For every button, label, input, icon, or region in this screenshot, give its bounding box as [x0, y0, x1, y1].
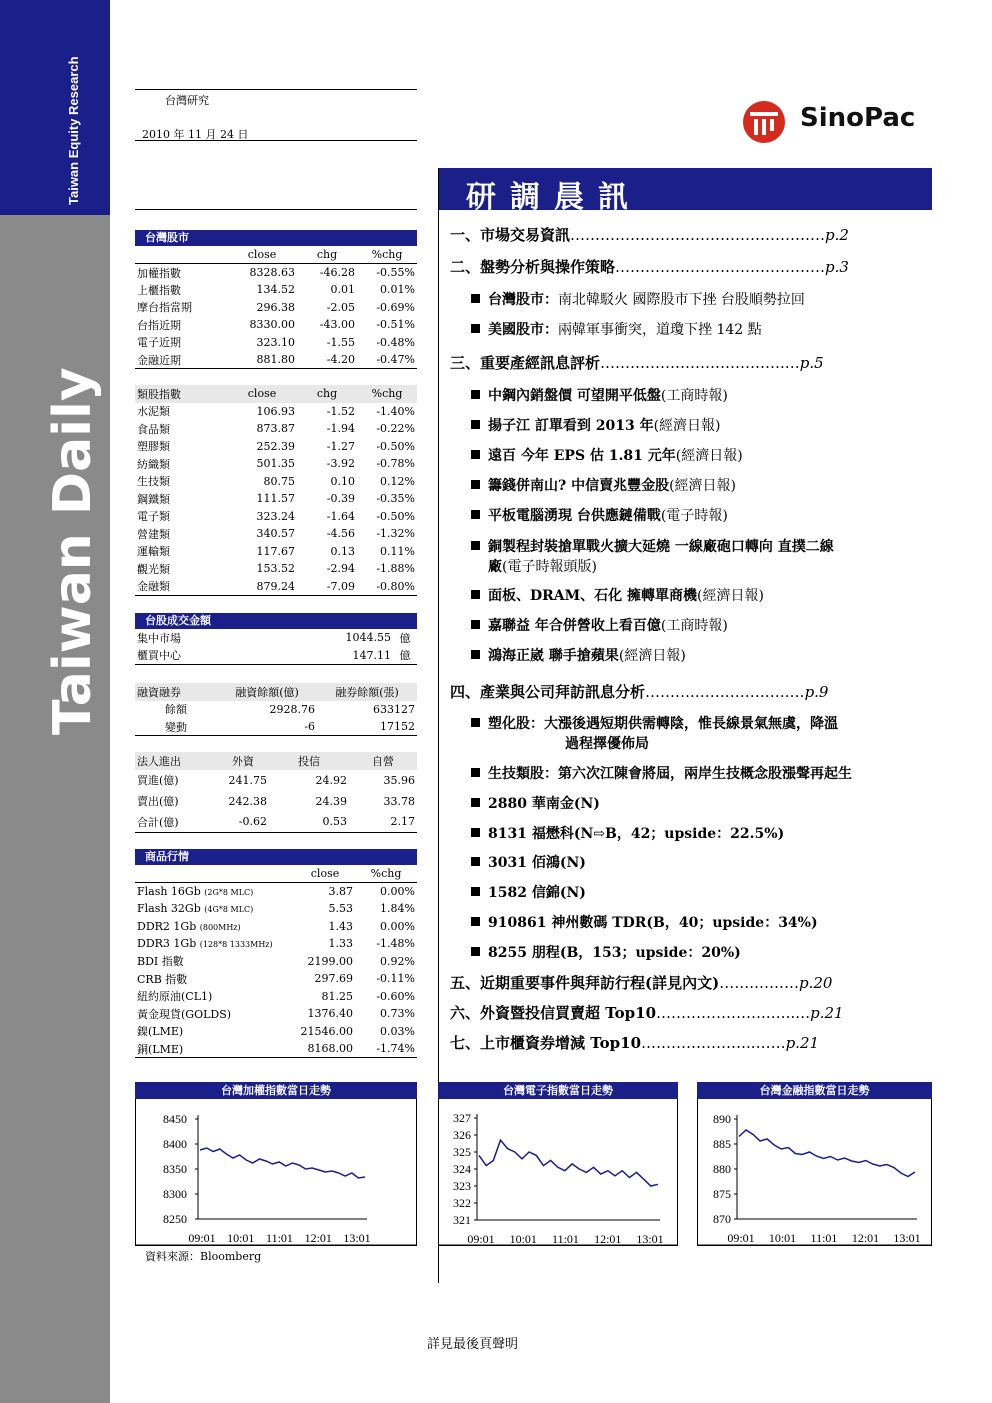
sector-section: [135, 385, 417, 596]
report-date: 2010 年 11 月 24 日: [142, 128, 249, 141]
table-row: Flash 16Gb (2G*8 MLC) 3.87 0.00%: [137, 885, 415, 898]
y-tick-label: 890: [713, 1112, 731, 1126]
y-tick-label: 880: [713, 1162, 731, 1176]
table-row: 台指近期 8330.00 -43.00 -0.51%: [137, 318, 415, 332]
y-tick-label: 325: [453, 1145, 471, 1159]
y-tick-label: 323: [453, 1179, 471, 1193]
bullet-square-icon: [471, 590, 480, 599]
bullet-square-icon: [471, 620, 480, 629]
report-title: 研調晨訊: [466, 180, 642, 215]
table-row: 紡織類 501.35 -3.92 -0.78%: [137, 457, 415, 471]
toc-item[interactable]: 910861 神州數碼 TDR(B，40；upside：34%): [471, 912, 818, 932]
market-table: [135, 246, 417, 369]
y-tick-label: 8400: [163, 1137, 187, 1151]
table-row: 運輸類 117.67 0.13 0.11%: [137, 544, 415, 559]
col-header: close: [247, 248, 277, 261]
bullet-square-icon: [471, 947, 480, 956]
y-tick-label: 8300: [163, 1187, 187, 1201]
table-row: 餘額 2928.76 633127: [165, 702, 415, 717]
electronics-intraday-chart: [438, 1100, 678, 1246]
table-row: 金融近期 881.80 -4.20 -0.47%: [137, 353, 415, 367]
x-tick-label: 13:01: [343, 1231, 371, 1245]
y-tick-label: 322: [453, 1196, 471, 1210]
toc-section-3[interactable]: 三、重要產經訊息評析……………………………….…p.5: [450, 354, 824, 372]
header-label: 台灣研究: [165, 94, 209, 107]
y-tick-label: 870: [713, 1212, 731, 1226]
y-tick-label: 8350: [163, 1162, 187, 1176]
table-header-row: 類股指數 close chg %chg: [135, 385, 417, 403]
table-row: 變動 -6 17152: [135, 718, 417, 736]
turnover-table: [135, 629, 417, 665]
table-row: 食品類 873.87 -1.94 -0.22%: [137, 422, 415, 436]
toc-section-2[interactable]: 二、盤勢分析與操作策略……………………………………p.3: [450, 258, 849, 276]
x-tick-label: 10:01: [509, 1232, 537, 1246]
table-header-row: close %chg: [135, 865, 417, 883]
institutional-section: [135, 752, 417, 833]
table-header-row: 法人進出 外資 投信 自營: [135, 752, 417, 770]
bullet-square-icon: [471, 510, 480, 519]
table-row: 生技類 80.75 0.10 0.12%: [137, 474, 415, 489]
table-header-row: 融資融券 融資餘額(億) 融券餘額(張): [135, 683, 417, 701]
x-tick-label: 09:01: [467, 1232, 495, 1246]
toc-item-continuation: 廠(電子時報頭版): [488, 559, 597, 575]
table-row: Flash 32Gb (4G*8 MLC) 5.53 1.84%: [137, 902, 415, 916]
sidebar-daily-label: Taiwan Daily: [43, 367, 103, 735]
table-row: 紐約原油(CL1) 81.25 -0.60%: [137, 989, 415, 1004]
y-tick-label: 324: [453, 1162, 471, 1176]
x-tick-label: 12:01: [304, 1231, 332, 1245]
toc-item[interactable]: 平板電腦湧現 台供應鏈備戰(電子時報): [471, 505, 728, 525]
bullet-square-icon: [471, 420, 480, 429]
table-row: 集中市場 1044.55 億: [137, 631, 411, 645]
bullet-square-icon: [471, 768, 480, 777]
turnover-section: [135, 613, 417, 665]
toc-item[interactable]: 8255 朋程(B，153；upside：20%): [471, 942, 741, 962]
bullet-square-icon: [471, 541, 480, 550]
y-tick-label: 875: [713, 1187, 731, 1201]
toc-item[interactable]: 2880 華南金(N): [471, 793, 600, 813]
table-row: 金融類 879.24 -7.09 -0.80%: [137, 579, 415, 593]
table-row: 加權指數 8328.63 -46.28 -0.55%: [137, 266, 415, 280]
header-rule: [135, 89, 417, 90]
toc-section-7[interactable]: 七、上市櫃資券增減 Top10…………………..……p.21: [450, 1034, 820, 1052]
chart-title: 台灣金融指數當日走勢: [697, 1082, 932, 1099]
col-header: chg: [316, 248, 338, 261]
toc-item[interactable]: 3031 佰鴻(N): [471, 852, 586, 872]
toc-item[interactable]: 遠百 今年 EPS 估 1.81 元年(經濟日報): [471, 445, 743, 465]
x-tick-label: 11:01: [552, 1232, 579, 1246]
toc-item[interactable]: 生技類股：第六次江陳會將屆，兩岸生技概念股漲聲再起生: [471, 763, 852, 783]
toc-item[interactable]: 台灣股市：南北韓駁火 國際股市下挫 台股順勢拉回: [471, 289, 805, 309]
disclaimer-note: 詳見最後頁聲明: [427, 1337, 519, 1352]
chart-title: 台灣電子指數當日走勢: [438, 1082, 678, 1099]
sidebar-research-label: Taiwan Equity Research: [66, 56, 81, 205]
x-tick-label: 11:01: [810, 1231, 838, 1245]
institutional-table: [135, 752, 417, 833]
table-row: 銅(LME) 8168.00 -1.74%: [137, 1042, 415, 1056]
table-row: 營建類 340.57 -4.56 -1.32%: [137, 527, 415, 541]
x-tick-label: 10:01: [768, 1231, 797, 1245]
commodity-section: [135, 849, 417, 1058]
toc-item[interactable]: 籌錢併南山? 中信賣兆豐金股(經濟日報): [471, 475, 736, 495]
col-header: %chg: [371, 248, 403, 261]
table-row: 鋼鐵類 111.57 -0.39 -0.35%: [137, 492, 415, 506]
table-row: 賣出(億) 242.38 24.39 33.78: [137, 794, 415, 808]
table-row: 黃金現貨(GOLDS) 1376.40 0.73%: [137, 1007, 415, 1021]
x-tick-label: 12:01: [851, 1231, 880, 1245]
table-row: 水泥類 106.93 -1.52 -1.40%: [137, 404, 415, 419]
series-line: [479, 1140, 658, 1186]
y-tick-label: 8250: [163, 1212, 187, 1226]
table-row: 鎳(LME) 21546.00 0.03%: [137, 1024, 415, 1039]
finance-intraday-chart: [697, 1100, 932, 1246]
bullet-square-icon: [471, 857, 480, 866]
toc-item[interactable]: 塑化股：大漲後遇短期供需轉陰，惟長線景氣無虞，降溫: [471, 713, 838, 733]
chart-title: 台灣加權指數當日走勢: [135, 1082, 417, 1099]
x-tick-label: 09:01: [727, 1231, 755, 1245]
bullet-square-icon: [471, 798, 480, 807]
x-tick-label: 09:01: [188, 1231, 216, 1245]
toc-section-1[interactable]: 一、市場交易資訊……………………………………………p.2: [450, 226, 849, 244]
toc-item[interactable]: 8131 福懋科(N⇨B，42；upside：22.5%): [471, 823, 784, 843]
data-source-note: 資料來源：Bloomberg: [145, 1250, 262, 1263]
sector-table: [135, 385, 417, 596]
table-row: 電子近期 323.10 -1.55 -0.48%: [137, 335, 415, 350]
brand-name: SinoPac: [800, 103, 916, 133]
table-row: 上櫃指數 134.52 0.01 0.01%: [137, 283, 415, 297]
toc-item[interactable]: 鴻海正崴 聯手搶蘋果(經濟日報): [471, 645, 686, 665]
bullet-square-icon: [471, 828, 480, 837]
toc-item[interactable]: 嘉聯益 年合併營收上看百億(工商時報): [471, 615, 728, 635]
toc-item[interactable]: 銅製程封裝搶單戰火擴大延燒 一線廠砲口轉向 直撲二線: [471, 536, 834, 556]
bullet-square-icon: [471, 294, 480, 303]
y-tick-label: 326: [453, 1128, 471, 1142]
x-tick-label: 12:01: [594, 1232, 622, 1246]
bullet-square-icon: [471, 450, 480, 459]
table-row: DDR2 1Gb (800MHz) 1.43 0.00%: [137, 919, 415, 933]
bullet-square-icon: [471, 480, 480, 489]
commodity-table: [135, 865, 417, 1058]
y-tick-label: 8450: [163, 1112, 187, 1126]
market-title: 台灣股市: [135, 230, 417, 246]
table-row: 合計(億) -0.62 0.53 2.17: [135, 812, 417, 833]
x-tick-label: 13:01: [636, 1232, 664, 1246]
x-tick-label: 11:01: [266, 1231, 293, 1245]
sidebar-top-band: [0, 0, 110, 215]
y-tick-label: 321: [453, 1213, 471, 1227]
table-row: 塑膠類 252.39 -1.27 -0.50%: [137, 439, 415, 454]
toc-item[interactable]: 美國股市：兩韓軍事衝突，道瓊下挫 142 點: [471, 319, 762, 339]
toc-item-continuation: 過程擇優佈局: [565, 736, 649, 752]
toc-item[interactable]: 中鋼內銷盤價 可望開平低盤(工商時報): [471, 385, 728, 405]
table-row: 摩台指當期 296.38 -2.05 -0.69%: [137, 300, 415, 315]
toc-section-5[interactable]: 五、近期重要事件與拜訪行程(詳見內文)…….………p.20: [450, 974, 833, 992]
table-row: 觀光類 153.52 -2.94 -1.88%: [137, 562, 415, 576]
bullet-square-icon: [471, 390, 480, 399]
toc-item[interactable]: 面板、DRAM、石化 擁轉單商機(經濟日報): [471, 585, 764, 605]
turnover-title: 台股成交金額: [135, 613, 417, 629]
toc-section-6[interactable]: 六、外資暨投信買賣超 Top10…………………..…..…p.21: [450, 1004, 844, 1022]
table-row: 電子類 323.24 -1.64 -0.50%: [137, 509, 415, 524]
toc-item[interactable]: 揚子江 訂單看到 2013 年(經濟日報): [471, 415, 721, 435]
bullet-square-icon: [471, 917, 480, 926]
margin-table: [135, 683, 417, 736]
header-rule: [135, 209, 417, 210]
bullet-square-icon: [471, 650, 480, 659]
series-line: [200, 1148, 365, 1178]
margin-section: [135, 683, 417, 736]
table-row: DDR3 1Gb (128*8 1333MHz) 1.33 -1.48%: [137, 937, 415, 951]
table-row: 買進(億) 241.75 24.92 35.96: [137, 773, 415, 787]
x-tick-label: 13:01: [893, 1231, 921, 1245]
taiex-intraday-chart: [135, 1100, 417, 1246]
bullet-square-icon: [471, 718, 480, 727]
table-row: 櫃買中心 147.11 億: [135, 647, 417, 665]
bullet-square-icon: [471, 887, 480, 896]
commodity-title: 商品行情: [135, 849, 417, 865]
y-tick-label: 885: [713, 1137, 731, 1151]
bullet-square-icon: [471, 324, 480, 333]
table-row: CRB 指數 297.69 -0.11%: [137, 972, 415, 986]
market-section: [135, 230, 417, 369]
y-tick-label: 327: [453, 1111, 471, 1125]
x-tick-label: 10:01: [227, 1231, 255, 1245]
series-line: [739, 1130, 915, 1177]
toc-section-4[interactable]: 四、產業與公司拜訪訊息分析……….……………….…p.9: [450, 683, 829, 701]
toc-item[interactable]: 1582 信錦(N): [471, 882, 586, 902]
table-row: BDI 指數 2199.00 0.92%: [137, 954, 415, 969]
